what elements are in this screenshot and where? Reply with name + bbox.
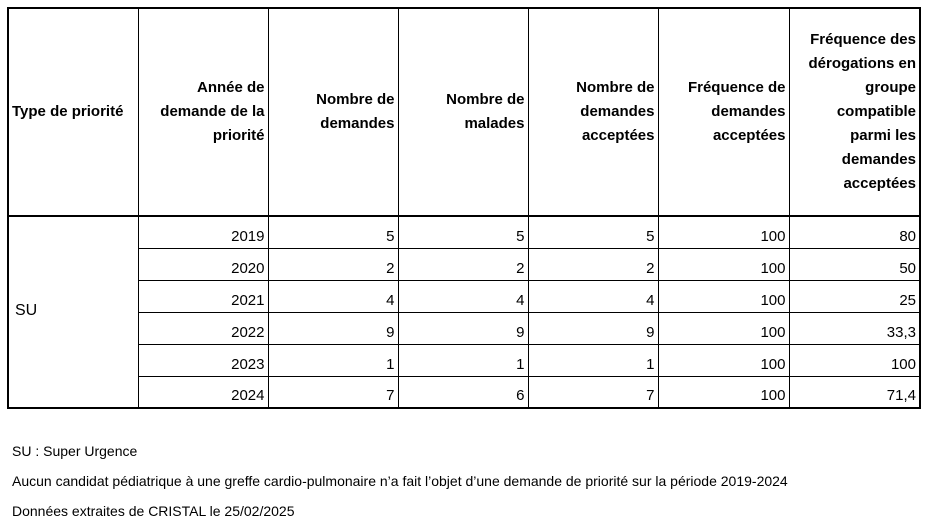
cell-malades: 2: [398, 248, 528, 280]
cell-year: 2024: [138, 376, 268, 408]
cell-derogations: 25: [789, 280, 920, 312]
cell-frequence: 100: [658, 280, 789, 312]
table-row: [8, 376, 920, 408]
cell-acceptees: 2: [528, 248, 658, 280]
header-annee: Année de demande de la priorité: [138, 8, 268, 216]
table-row: [8, 344, 920, 376]
cell-frequence: 100: [658, 344, 789, 376]
cell-year: 2021: [138, 280, 268, 312]
cell-acceptees: 7: [528, 376, 658, 408]
cell-malades: 1: [398, 344, 528, 376]
footnotes: [12, 444, 788, 519]
cell-derogations: 100: [789, 344, 920, 376]
header-nombre-malades: Nombre de malades: [398, 8, 528, 216]
cell-acceptees: 4: [528, 280, 658, 312]
cell-malades: 9: [398, 312, 528, 344]
table-row: [8, 312, 920, 344]
cell-year: 2023: [138, 344, 268, 376]
table-row: [8, 248, 920, 280]
table-row: [8, 216, 920, 248]
header-demandes-acceptees: Nombre de demandes acceptées: [528, 8, 658, 216]
header-frequence-derogations: Fréquence des dérogations en groupe compatible parmi les demandes acceptées: [789, 8, 920, 216]
cell-demandes: 1: [268, 344, 398, 376]
cell-year: 2019: [138, 216, 268, 248]
footnote-su-definition: SU : Super Urgence: [12, 443, 138, 459]
cell-frequence: 100: [658, 216, 789, 248]
cell-frequence: 100: [658, 248, 789, 280]
priority-type-cell: SU: [8, 216, 138, 408]
cell-frequence: 100: [658, 376, 789, 408]
header-row: [8, 8, 920, 216]
cell-acceptees: 9: [528, 312, 658, 344]
cell-frequence: 100: [658, 312, 789, 344]
cell-derogations: 71,4: [789, 376, 920, 408]
priority-requests-table: [7, 7, 921, 409]
cell-demandes: 4: [268, 280, 398, 312]
cell-demandes: 2: [268, 248, 398, 280]
cell-acceptees: 1: [528, 344, 658, 376]
footnote-data-source: Données extraites de CRISTAL le 25/02/2025: [12, 503, 295, 519]
cell-year: 2020: [138, 248, 268, 280]
cell-acceptees: 5: [528, 216, 658, 248]
cell-malades: 5: [398, 216, 528, 248]
footnote-pediatric: Aucun candidat pédiatrique à une greffe cardio-pulmonaire n’a fait l’objet d’une demande de priorité sur la période 2019-2024: [12, 473, 788, 489]
cell-malades: 6: [398, 376, 528, 408]
header-nombre-demandes: Nombre de demandes: [268, 8, 398, 216]
cell-demandes: 5: [268, 216, 398, 248]
header-type-priorite: Type de priorité: [8, 8, 138, 216]
cell-derogations: 80: [789, 216, 920, 248]
cell-year: 2022: [138, 312, 268, 344]
cell-malades: 4: [398, 280, 528, 312]
cell-derogations: 33,3: [789, 312, 920, 344]
cell-derogations: 50: [789, 248, 920, 280]
header-frequence-acceptees: Fréquence de demandes acceptées: [658, 8, 789, 216]
cell-demandes: 9: [268, 312, 398, 344]
cell-demandes: 7: [268, 376, 398, 408]
table-row: [8, 280, 920, 312]
